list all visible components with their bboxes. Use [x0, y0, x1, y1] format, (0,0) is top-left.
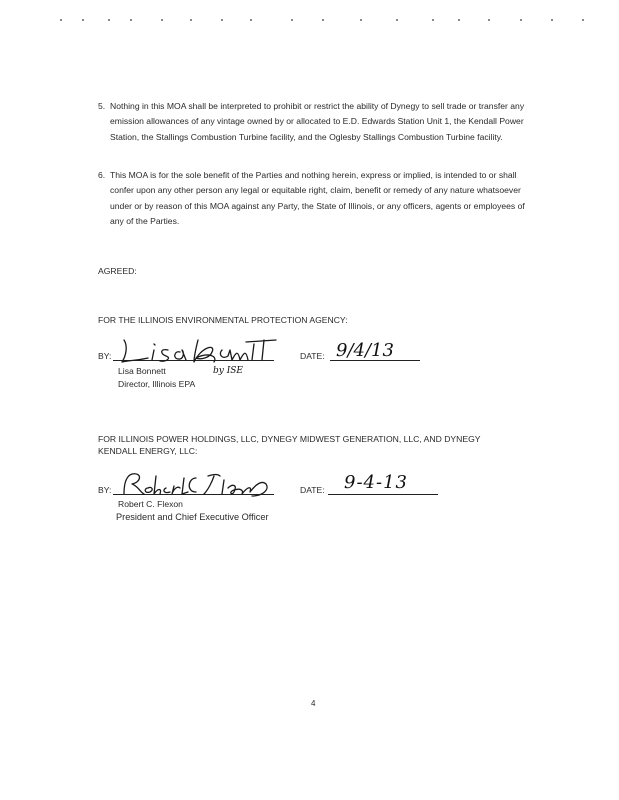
dynegy-date-value: 9-4-13 [344, 472, 408, 493]
dynegy-signer-title: President and Chief Executive Officer [116, 512, 269, 522]
paragraph-6 [98, 168, 528, 229]
dynegy-date-label: DATE: [300, 485, 325, 495]
epa-by-label: BY: [98, 351, 112, 361]
dynegy-signer-name: Robert C. Flexon [118, 499, 183, 509]
epa-date-value: 9/4/13 [336, 340, 394, 361]
epa-heading: FOR THE ILLINOIS ENVIRONMENTAL PROTECTION AGENCY: [98, 315, 348, 325]
dynegy-by-label: BY: [98, 485, 112, 495]
dynegy-date-line [328, 494, 438, 495]
page-number: 4 [311, 699, 316, 708]
signature-graphic [118, 336, 278, 366]
scan-artifact-dots [60, 19, 590, 23]
dynegy-heading-line2: KENDALL ENERGY, LLC: [98, 446, 198, 456]
epa-signer-title: Director, Illinois EPA [118, 379, 196, 389]
paragraph-text: Nothing in this MOA shall be interpreted to prohibit or restrict the ability of Dynegy to sell trade or transfer any emission allowances of any vintage owned by or allocated to E.D. Edwards Station Unit 1, the Kendall Power Station, the Stallings Combustion Turbine facility, and the Oglesby Stallings Combustion Turbine facility. [110, 101, 525, 142]
dynegy-heading-line1: FOR ILLINOIS POWER HOLDINGS, LLC, DYNEGY MIDWEST GENERATION, LLC, AND DYNEGY [98, 434, 481, 444]
epa-date-label: DATE: [300, 351, 325, 361]
paragraph-5 [98, 99, 528, 145]
paragraph-number: 5. [98, 101, 106, 111]
paragraph-text: This MOA is for the sole benefit of the Parties and nothing herein, express or implied, is intended to or shall confer upon any other person any legal or equitable right, claim, benefit or remedy of any nature whatsoever under or by reason of this MOA against any Party, the State of Illinois, or any officers, agents or employees of any of the Parties. [110, 170, 525, 226]
epa-initials-note: by ISE [213, 366, 243, 376]
signature-graphic [116, 470, 276, 500]
paragraph-number: 6. [98, 170, 106, 180]
epa-signer-name: Lisa Bonnett [118, 366, 166, 376]
agreed-label: AGREED: [98, 266, 137, 276]
